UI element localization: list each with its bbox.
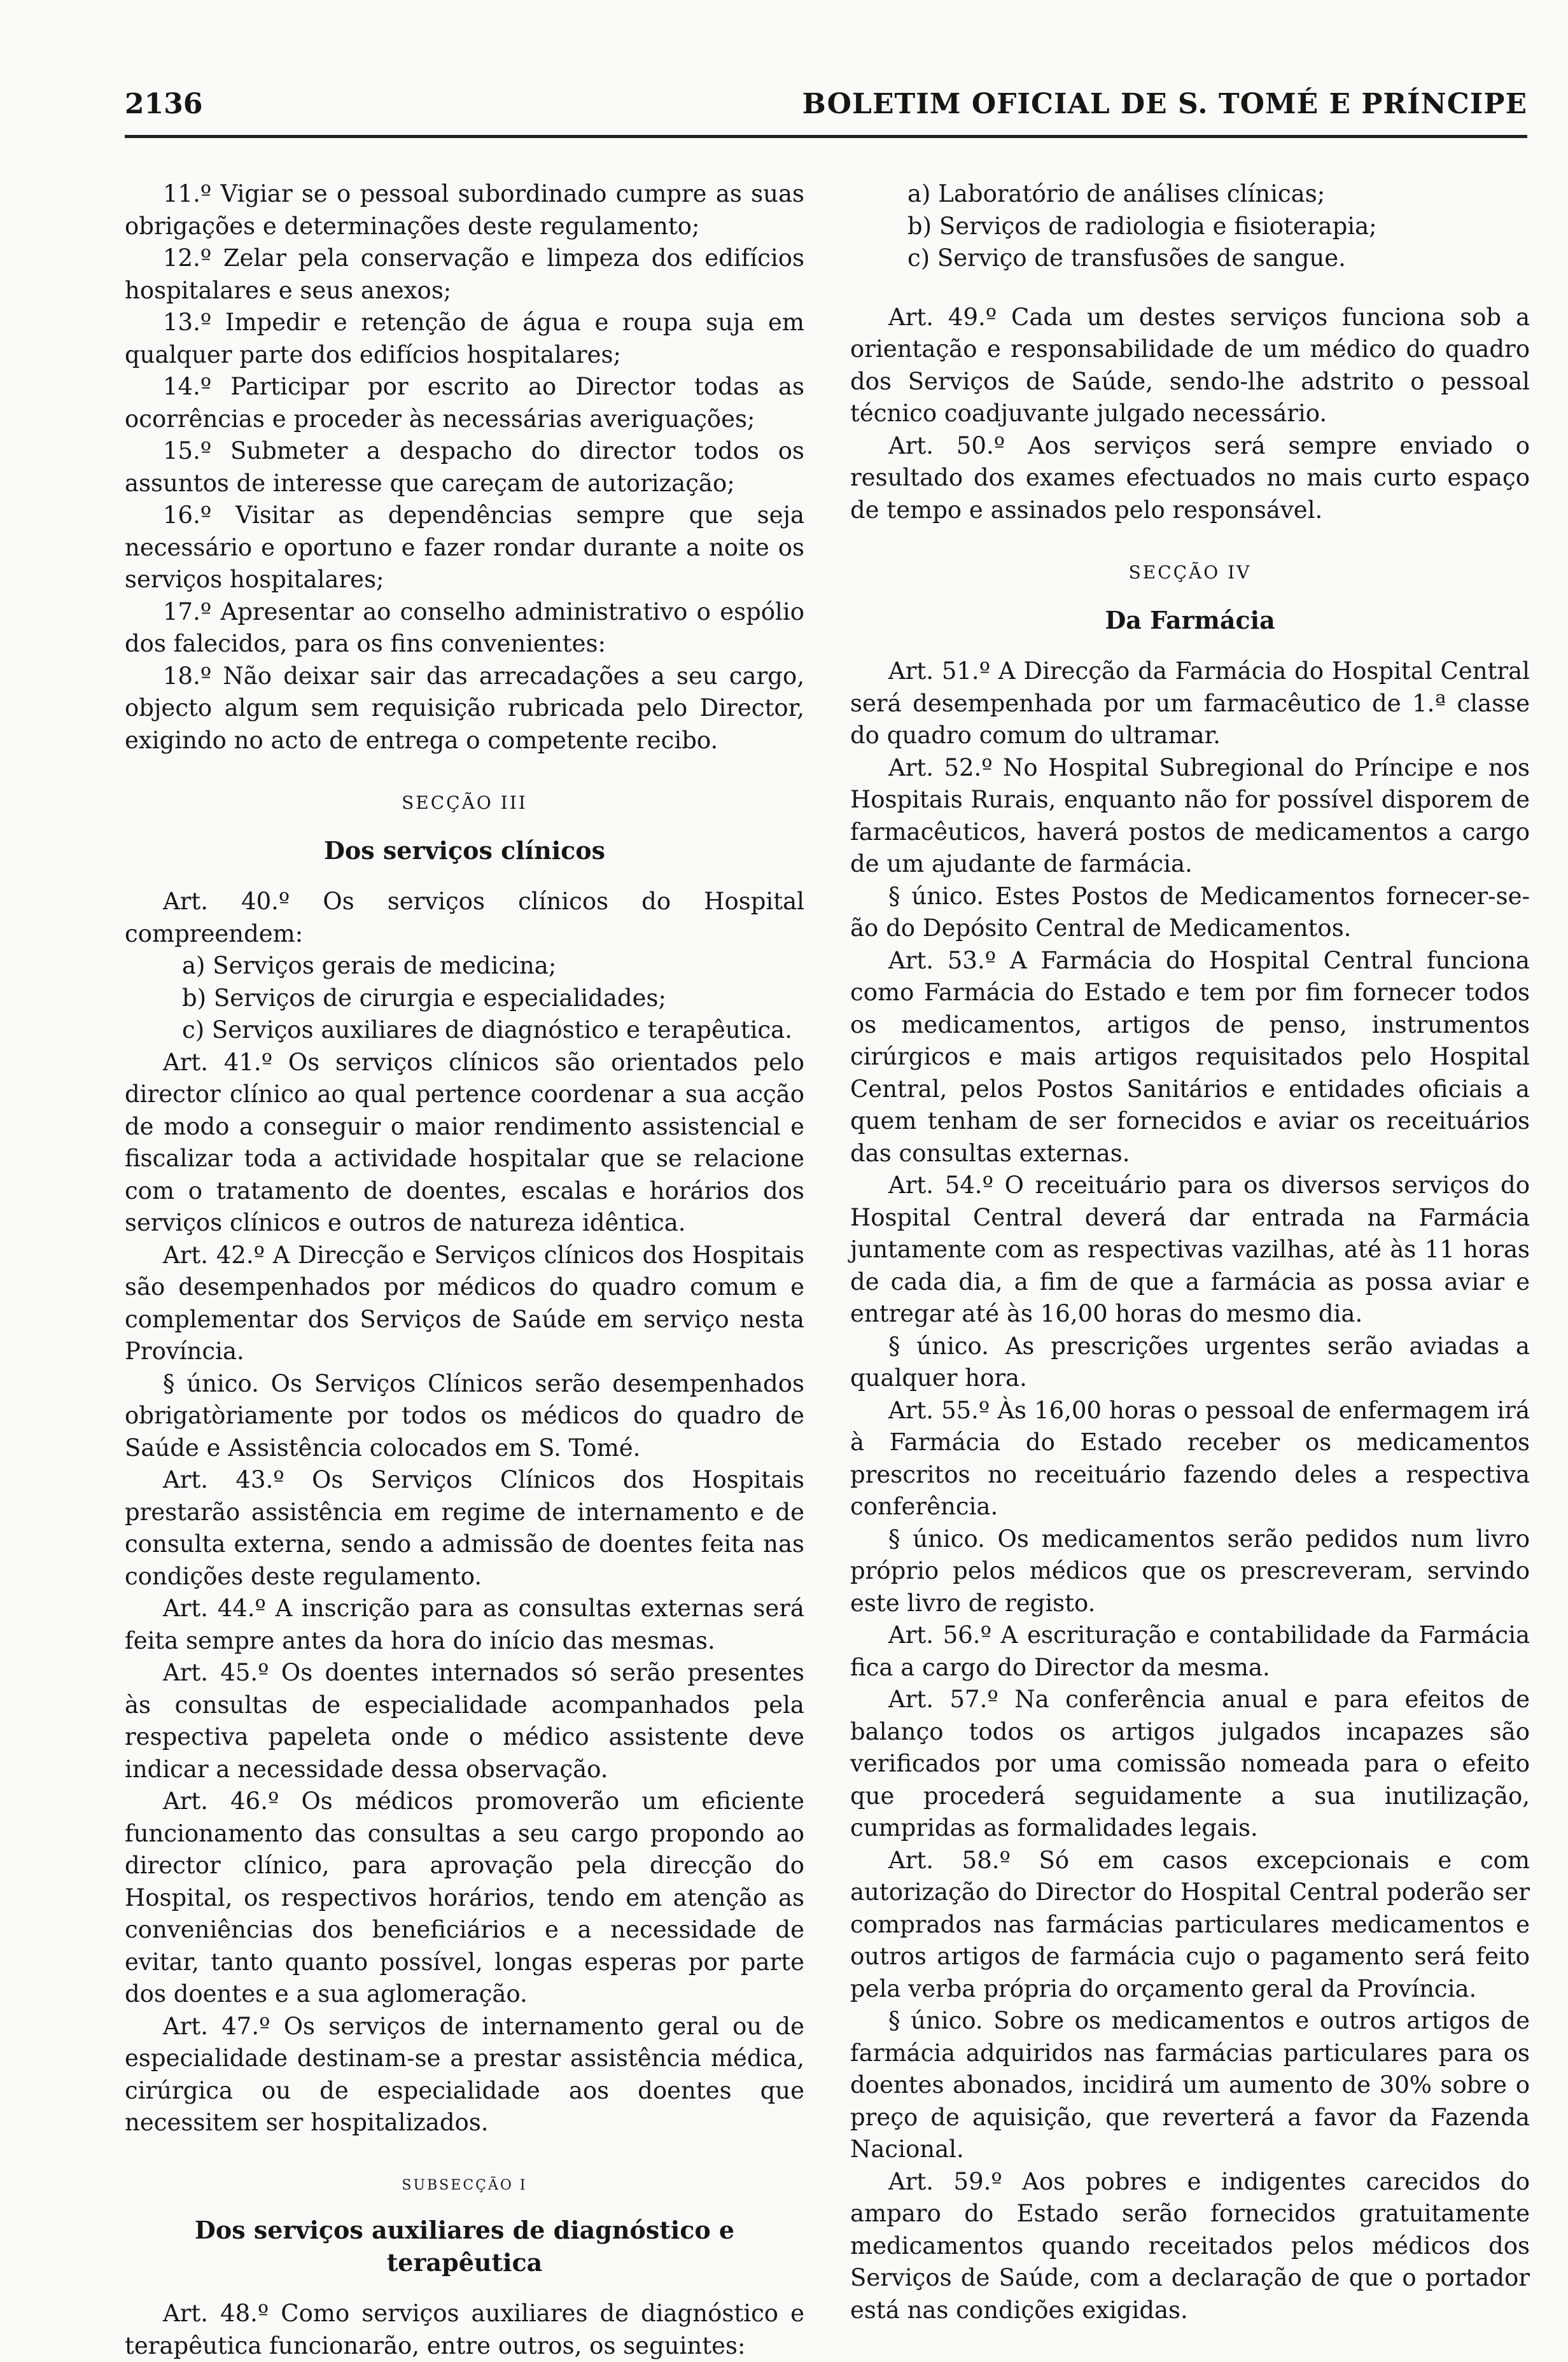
article-paragraph: Art. 56.º A escrituração e contabilidade da Farmácia fica a cargo do Director da mesma. [850,1621,1530,1681]
article-paragraph: Art. 52.º No Hospital Subregional do Príncipe e nos Hospitais Rurais, enquanto não for possível disporem de farmacêuticos, haverá postos de medicamentos a cargo de um ajudante de farmácia. [850,753,1530,877]
article-paragraph: Art. 53.º A Farmácia do Hospital Central funciona como Farmácia do Estado e tem por fim fornecer todos os medicamentos, artigos de penso, instrumentos cirúrgicos e mais artigos requisitados pelo Hospital Central, pelos Postos Sanitários e entidades oficiais a quem tenham de ser fornecidos e aviar os receituários das consultas externas. [850,946,1530,1167]
article-paragraph: Art. 49.º Cada um destes serviços funciona sob a orientação e responsabilidade de um médico do quadro dos Serviços de Saúde, sendo-lhe adstrito o pessoal técnico coadjuvante julgado necessário. [850,303,1530,427]
section-title: Dos serviços clínicos [323,835,606,865]
article-paragraph: Art. 50.º Aos serviços será sempre enviado o resultado dos exames efectuados no mais curto espaço de tempo e assinados pelo responsável. [850,431,1530,524]
list-item: c) Serviço de transfusões de sangue. [907,244,1346,272]
list-item: a) Serviços gerais de medicina; [182,952,557,979]
list-item: b) Serviços de radiologia e fisioterapia; [907,212,1377,240]
article-paragraph: Art. 40.º Os serviços clínicos do Hospital compreendem: [125,888,804,947]
article-paragraph: 12.º Zelar pela conservação e limpeza dos edifícios hospitalares e seus anexos; [125,244,804,304]
list-item: b) Serviços de cirurgia e especialidades; [182,984,666,1012]
article-paragraph: § único. Os Serviços Clínicos serão desempenhados obrigatòriamente por todos os médicos do quadro de Saúde e Assistência colocados em S. Tomé. [125,1369,804,1462]
article-paragraph: § único. As prescrições urgentes serão aviadas a qualquer hora. [850,1332,1530,1392]
subsection-label: SUBSECÇÃO I [402,2177,528,2193]
article-paragraph: Art. 47.º Os serviços de internamento geral ou de especialidade destinam-se a prestar assistência médica, cirúrgica ou de especialidade aos doentes que necessitem ser hospitalizados. [125,2012,804,2136]
section-title: Dos serviços auxiliares de diagnóstico e terapêutica [194,2216,735,2277]
article-paragraph: 18.º Não deixar sair das arrecadações a seu cargo, objecto algum sem requisição rubricada pelo Director, exigindo no acto de entrega o competente recibo. [125,662,804,754]
page-number: 2136 [125,88,203,120]
header-rule [125,135,1527,138]
article-paragraph: 17.º Apresentar ao conselho administrativo o espólio dos falecidos, para os fins convenientes: [125,597,804,657]
journal-title: BOLETIM OFICIAL DE S. TOMÉ E PRÍNCIPE [802,88,1527,120]
article-paragraph: Art. 59.º Aos pobres e indigentes carecidos do amparo do Estado serão fornecidos gratuitamente medicamentos quando receitados pelos médicos dos Serviços de Saúde, com a declaração de que o portador está nas condições exigidas. [850,2167,1530,2324]
article-paragraph: Art. 43.º Os Serviços Clínicos dos Hospitais prestarão assistência em regime de internamento e de consulta externa, sendo a admissão de doentes feita nas condições deste regulamento. [125,1466,804,1590]
article-paragraph: Art. 44.º A inscrição para as consultas externas será feita sempre antes da hora do início das mesmas. [125,1595,804,1654]
article-paragraph: 13.º Impedir e retenção de água e roupa suja em qualquer parte dos edifícios hospitalares; [125,309,804,368]
article-paragraph: Art. 51.º A Direcção da Farmácia do Hospital Central será desempenhada por um farmacêutico de 1.ª classe do quadro comum do ultramar. [850,657,1530,749]
page-header [125,88,1527,126]
section-title: Da Farmácia [1105,605,1275,634]
article-paragraph: Art. 58.º Só em casos excepcionais e com autorização do Director do Hospital Central poderão ser comprados nas farmácias particulares medicamentos e outros artigos de farmácia cujo o pagamento será feito pela verba própria do orçamento geral da Província. [850,1846,1530,2002]
article-paragraph: § único. Sobre os medicamentos e outros artigos de farmácia adquiridos nas farmácias particulares para os doentes abonados, incidirá um aumento de 30% sobre o preço de aquisição, que reverterá a favor da Fazenda Nacional. [850,2007,1530,2163]
list-item: a) Laboratório de análises clínicas; [907,180,1326,207]
article-paragraph: § único. Os medicamentos serão pedidos num livro próprio pelos médicos que os prescreveram, servindo este livro de registo. [850,1525,1530,1617]
article-paragraph: Art. 54.º O receituário para os diversos serviços do Hospital Central deverá dar entrada na Farmácia juntamente com as respectivas vazilhas, até às 11 horas de cada dia, a fim de que a farmácia as possa aviar e entregar até às 16,00 horas do mesmo dia. [850,1171,1530,1327]
article-paragraph: Art. 48.º Como serviços auxiliares de diagnóstico e terapêutica funcionarão, entre outros, os seguintes: [125,2300,804,2359]
article-paragraph: 16.º Visitar as dependências sempre que seja necessário e oportuno e fazer rondar durante a noite os serviços hospitalares; [125,501,804,593]
article-paragraph: Art. 55.º Às 16,00 horas o pessoal de enfermagem irá à Farmácia do Estado receber os medicamentos prescritos no receituário fazendo deles a respectiva conferência. [850,1396,1530,1520]
section-label: SECÇÃO III [402,792,528,813]
right-column [850,178,1530,2326]
article-paragraph: 14.º Participar por escrito ao Director todas as ocorrências e proceder às necessárias averiguações; [125,373,804,433]
left-column [125,178,804,2362]
article-paragraph: 11.º Vigiar se o pessoal subordinado cumpre as suas obrigações e determinações deste regulamento; [125,180,804,240]
article-paragraph: Art. 41.º Os serviços clínicos são orientados pelo director clínico ao qual pertence coordenar a sua acção de modo a conseguir o maior rendimento assistencial e fiscalizar toda a actividade hospitalar que se relacione com o tratamento de doentes, escalas e horários dos serviços clínicos e outros de natureza idêntica. [125,1048,804,1236]
article-paragraph: Art. 57.º Na conferência anual e para efeitos de balanço todos os artigos julgados incapazes são verificados por uma comissão nomeada para o efeito que procederá seguidamente a sua inutilização, cumpridas as formalidades legais. [850,1686,1530,1841]
article-paragraph: Art. 45.º Os doentes internados só serão presentes às consultas de especialidade acompanhados pela respectiva papeleta onde o médico assistente deve indicar a necessidade dessa observação. [125,1659,804,1783]
section-label: SECÇÃO IV [1128,562,1252,583]
list-item: c) Serviços auxiliares de diagnóstico e terapêutica. [182,1016,792,1044]
article-paragraph: 15.º Submeter a despacho do director todos os assuntos de interesse que careçam de autorização; [125,437,804,497]
article-paragraph: Art. 42.º A Direcção e Serviços clínicos dos Hospitais são desempenhados por médicos do quadro comum e complementar dos Serviços de Saúde em serviço nesta Província. [125,1241,804,1365]
article-paragraph: § único. Estes Postos de Medicamentos fornecer-se-ão do Depósito Central de Medicamentos. [850,882,1530,942]
article-paragraph: Art. 46.º Os médicos promoverão um eficiente funcionamento das consultas a seu cargo propondo ao director clínico, para aprovação pela direcção do Hospital, os respectivos horários, tendo em atenção as conveniências dos beneficiários e a necessidade de evitar, tanto quanto possível, longas esperas por parte dos doentes e a sua aglomeração. [125,1787,804,2008]
